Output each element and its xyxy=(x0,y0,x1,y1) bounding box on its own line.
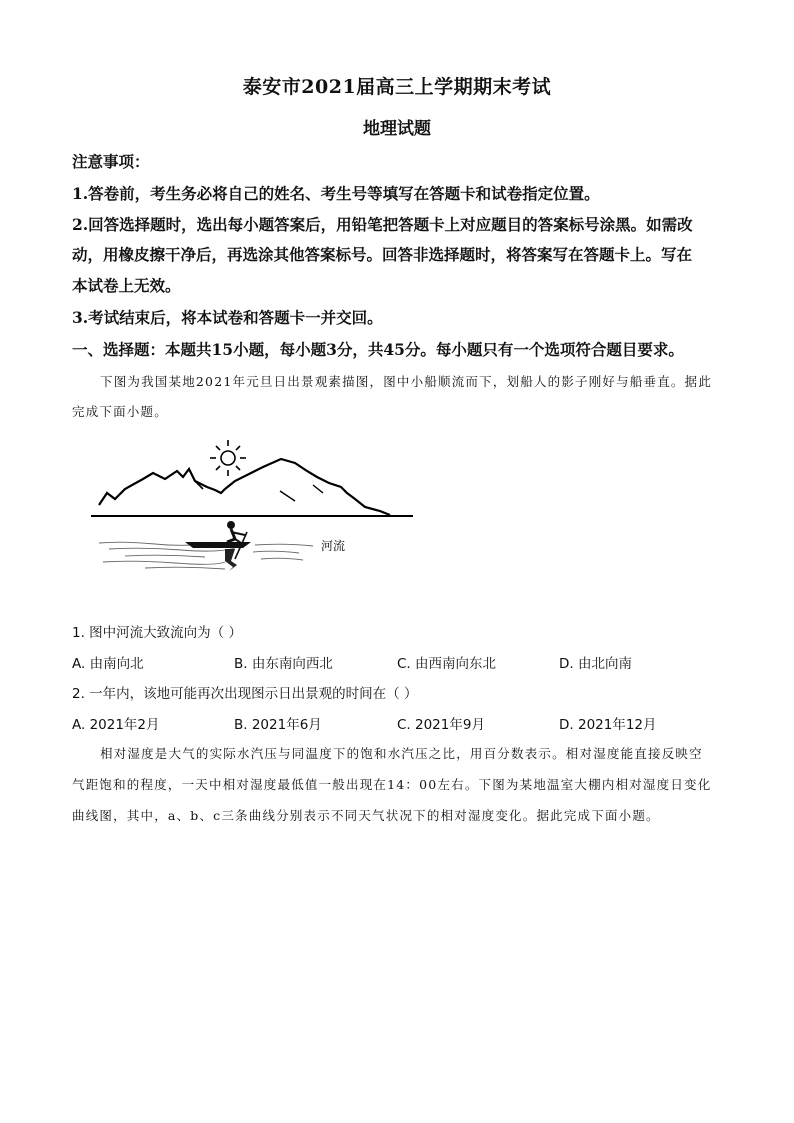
river-label: 河流 xyxy=(321,539,346,553)
question-2-option-b[interactable]: B. 2021年6月 xyxy=(234,717,322,733)
exam-title: 泰安市2021届高三上学期期末考试 xyxy=(242,76,552,98)
passage-1-line-2: 完成下面小题。 xyxy=(72,404,168,419)
notes-item-1: 1.答卷前，考生务必将自己的姓名、考生号等填写在答题卡和试卷指定位置。 xyxy=(72,184,600,203)
question-2-stem: 2. 一年内，该地可能再次出现图示日出景观的时间在（ ） xyxy=(72,686,418,702)
notes-item-2-line-3: 本试卷上无效。 xyxy=(72,276,181,295)
passage-2-line-3: 曲线图，其中，a、b、c三条曲线分别表示不同天气状况下的相对湿度变化。据此完成下面小题。 xyxy=(72,808,660,823)
question-2-option-a[interactable]: A. 2021年2月 xyxy=(72,717,160,733)
section-1-heading: 一、选择题：本题共15小题，每小题3分，共45分。每小题只有一个选项符合题目要求。 xyxy=(72,340,684,359)
question-2-option-c[interactable]: C. 2021年9月 xyxy=(397,717,485,733)
question-1-option-c[interactable]: C. 由西南向东北 xyxy=(397,656,497,672)
question-2-option-d[interactable]: D. 2021年12月 xyxy=(559,717,657,733)
sunrise-sketch-figure xyxy=(85,435,425,585)
mountain-ridge xyxy=(99,459,390,515)
question-1-option-a[interactable]: A. 由南向北 xyxy=(72,656,144,672)
notes-item-2-line-2: 动，用橡皮擦干净后，再选涂其他答案标号。回答非选择题时，将答案写在答题卡上。写在 xyxy=(72,245,693,264)
passage-2-line-1: 相对湿度是大气的实际水汽压与同温度下的饱和水汽压之比，用百分数表示。相对湿度能直接反映空 xyxy=(100,746,703,761)
boat-reflection xyxy=(225,549,237,571)
rower xyxy=(227,522,245,544)
passage-2-line-2: 气距饱和的程度，一天中相对湿度最低值一般出现在14：00左右。下图为某地温室大棚内相对湿度日变化 xyxy=(72,777,712,792)
question-1-option-d[interactable]: D. 由北向南 xyxy=(559,656,632,672)
exam-subtitle: 地理试题 xyxy=(363,119,431,139)
passage-1-line-1: 下图为我国某地2021年元旦日出景观素描图，图中小船顺流而下，划船人的影子刚好与船垂直。据此 xyxy=(100,374,713,389)
notes-item-2-line-1: 2.回答选择题时，选出每小题答案后，用铅笔把答题卡上对应题目的答案标号涂黑。如需改 xyxy=(72,215,693,234)
question-1-stem: 1. 图中河流大致流向为（ ） xyxy=(72,625,242,641)
notes-item-3: 3.考试结束后，将本试卷和答题卡一并交回。 xyxy=(72,308,383,327)
sun-icon xyxy=(210,440,246,476)
question-1-option-b[interactable]: B. 由东南向西北 xyxy=(234,656,333,672)
notes-heading: 注意事项： xyxy=(72,152,150,171)
